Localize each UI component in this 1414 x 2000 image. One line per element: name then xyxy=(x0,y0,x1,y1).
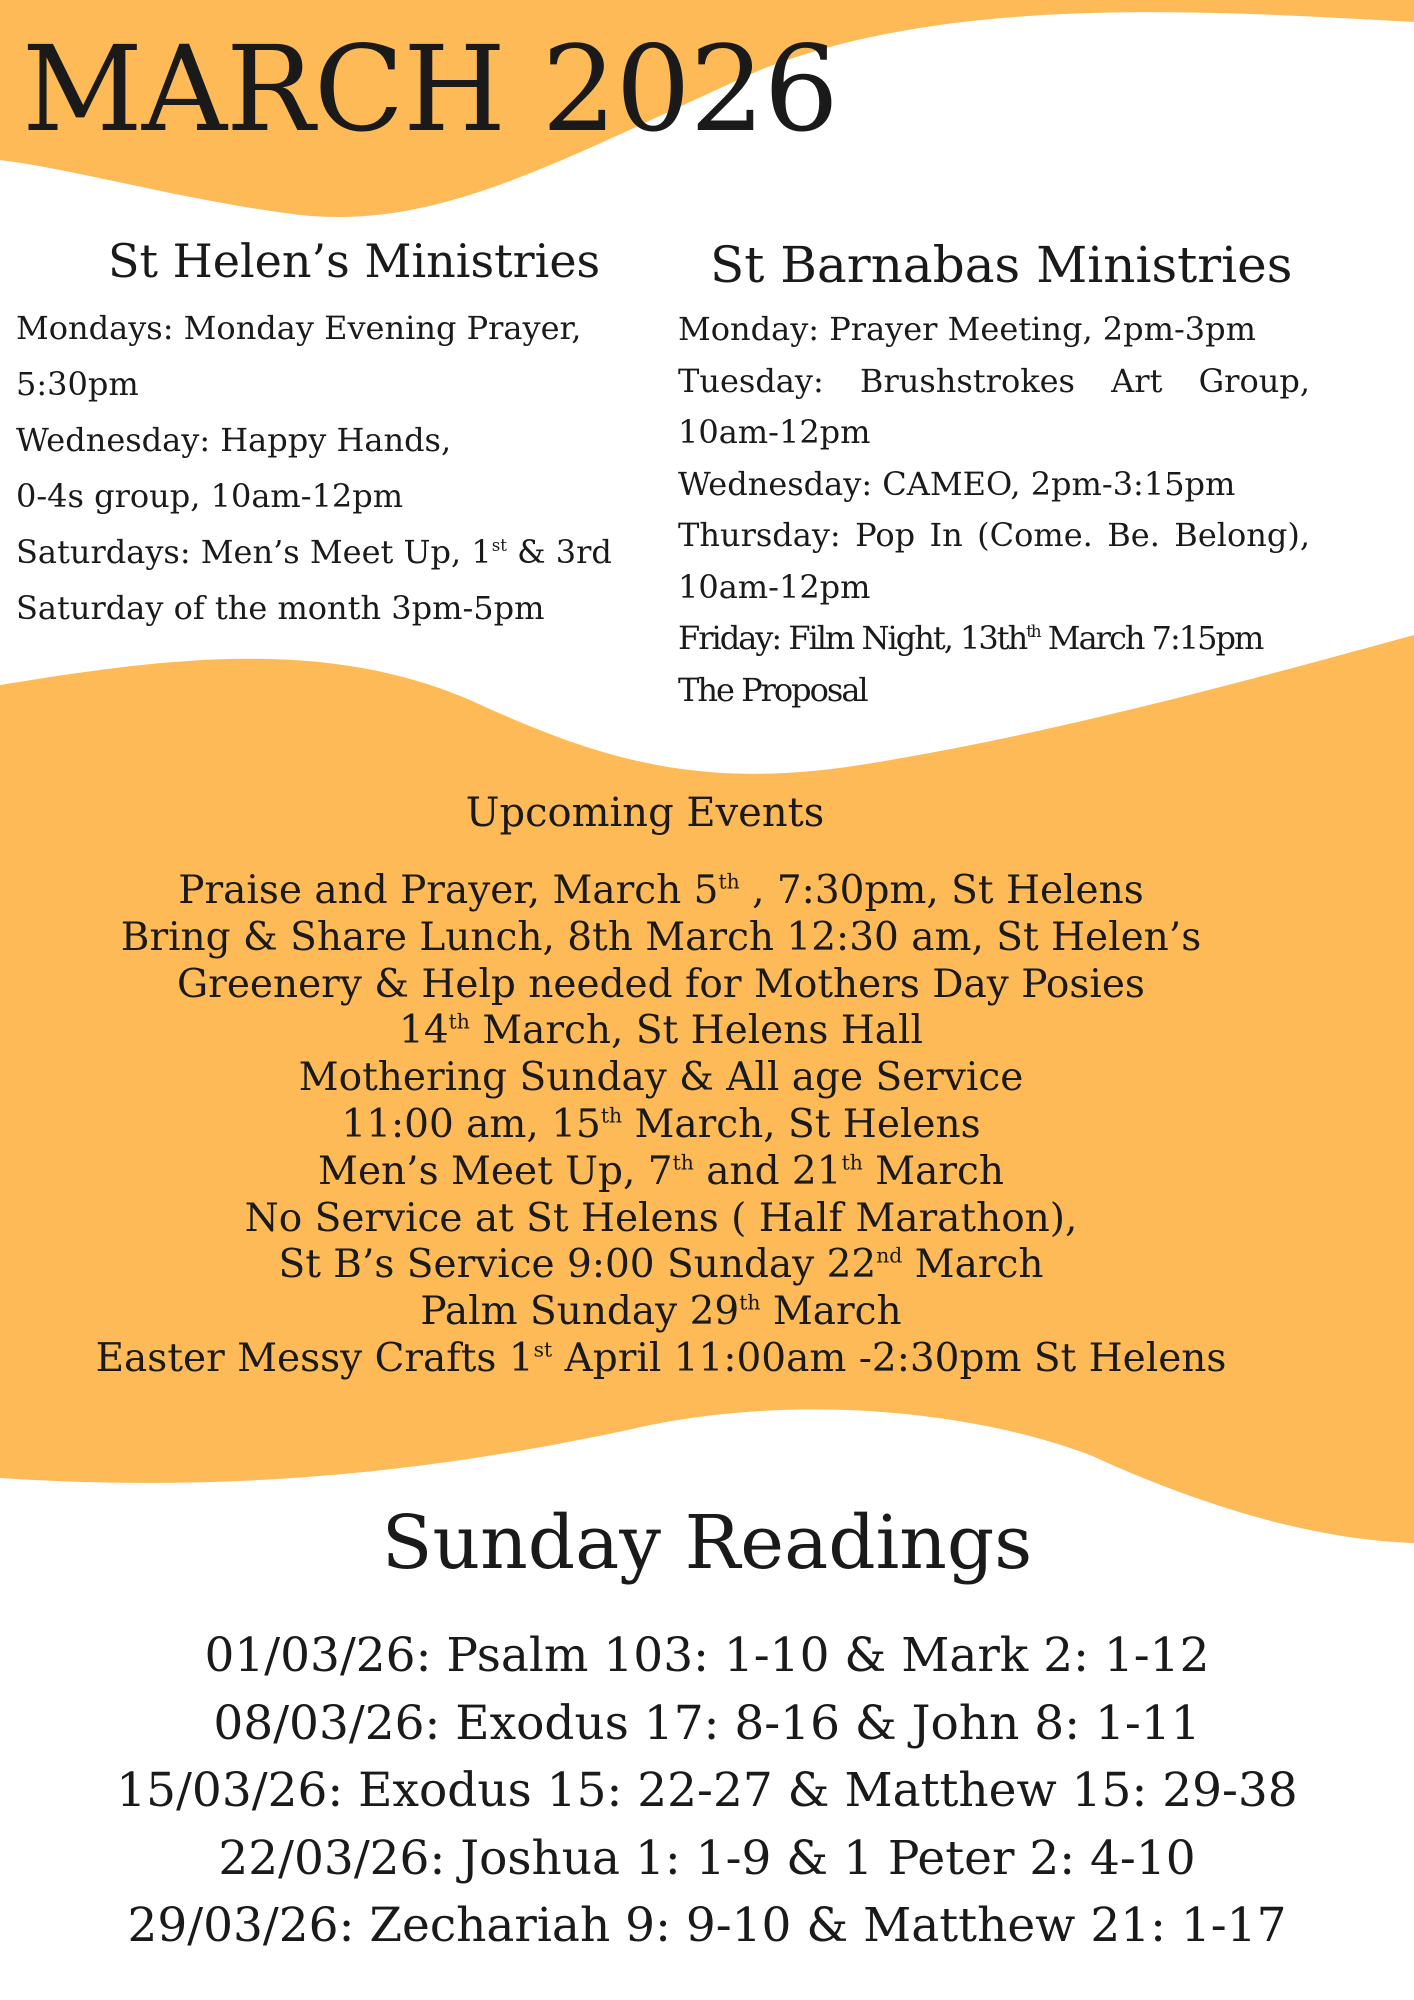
ordinal-suffix: th xyxy=(739,1290,761,1315)
st-barnabas-line: The Proposal xyxy=(678,670,867,709)
line-text: April 11:00am -2:30pm St Helens xyxy=(552,1335,1227,1381)
st-helens-list xyxy=(16,300,636,636)
reading-line: 22/03/26: Joshua 1: 1-9 & 1 Peter 2: 4-10 xyxy=(218,1830,1196,1886)
event-line: No Service at St Helens ( Half Marathon), xyxy=(244,1195,1078,1241)
reading-line: 01/03/26: Psalm 103: 1-10 & Mark 2: 1-12 xyxy=(204,1628,1210,1683)
st-barnabas-line: Tuesday: Brushstrokes Art Group, xyxy=(678,361,1310,400)
line-text: St B’s Service 9:00 Sunday 22 xyxy=(278,1242,877,1288)
event-line xyxy=(0,1242,1322,1289)
line-text: 14 xyxy=(399,1008,449,1054)
page-title: MARCH 2026 xyxy=(22,20,838,158)
reading-line: 29/03/26: Zechariah 9: 9-10 & Matthew 21: 1-17 xyxy=(127,1898,1287,1953)
ordinal-suffix: th xyxy=(448,1009,470,1034)
line-text: & 3rd xyxy=(506,533,612,571)
st-helens-line xyxy=(16,524,636,580)
line-text: Men’s Meet Up, 7 xyxy=(318,1148,673,1194)
st-barnabas-line: Monday: Prayer Meeting, 2pm-3pm xyxy=(678,310,1256,348)
ordinal-suffix: th xyxy=(1026,622,1040,642)
st-barnabas-line xyxy=(678,613,1310,665)
line-text: March, St Helens xyxy=(622,1101,981,1147)
reading-line: 15/03/26: Exodus 15: 22-27 & Matthew 15: 29-38 xyxy=(116,1763,1298,1818)
event-line xyxy=(0,1336,1322,1383)
st-helens-line: Saturday of the month 3pm-5pm xyxy=(16,589,545,627)
event-line: Bring & Share Lunch, 8th March 12:30 am, St Helen’s xyxy=(120,914,1202,960)
st-helens-line: 0-4s group, 10am-12pm xyxy=(16,477,404,515)
st-barnabas-line: 10am-12pm xyxy=(678,413,871,451)
line-text: March 7:15pm xyxy=(1039,619,1263,657)
upcoming-events-list xyxy=(0,868,1322,1383)
event-line xyxy=(0,1289,1322,1336)
reading-line: 08/03/26: Exodus 17: 8-16 & John 8: 1-11 xyxy=(213,1695,1201,1751)
ordinal-suffix: nd xyxy=(876,1243,903,1268)
st-helens-title: St Helen’s Ministries xyxy=(108,234,601,288)
st-barnabas-list xyxy=(678,304,1310,716)
line-text: 11:00 am, 15 xyxy=(341,1101,601,1147)
line-text: March xyxy=(862,1148,1004,1194)
event-line: Greenery & Help needed for Mothers Day Posies xyxy=(177,961,1145,1007)
line-text: Easter Messy Crafts 1 xyxy=(95,1335,534,1381)
ordinal-suffix: th xyxy=(841,1150,863,1175)
ordinal-suffix: st xyxy=(533,1337,553,1362)
sunday-readings-title: Sunday Readings xyxy=(381,1500,1033,1586)
event-line xyxy=(0,1149,1322,1196)
ordinal-suffix: st xyxy=(491,536,507,556)
event-line xyxy=(0,868,1322,915)
sunday-readings-list xyxy=(0,1622,1414,1960)
line-text: Praise and Prayer, March 5 xyxy=(178,868,719,913)
st-helens-line: Wednesday: Happy Hands, xyxy=(16,421,452,459)
line-text: March xyxy=(760,1289,902,1335)
event-line xyxy=(0,1102,1322,1149)
line-text: March xyxy=(902,1242,1044,1288)
ordinal-suffix: th xyxy=(718,869,740,894)
st-helens-line: Mondays: Monday Evening Prayer, xyxy=(16,309,582,347)
st-barnabas-title: St Barnabas Ministries xyxy=(710,236,1293,294)
line-text: , 7:30pm, St Helens xyxy=(739,868,1144,913)
st-barnabas-line: Thursday: Pop In (Come. Be. Belong), xyxy=(678,516,1310,554)
ordinal-suffix: th xyxy=(672,1150,694,1175)
line-text: Friday: Film Night, 13th xyxy=(678,619,1027,657)
line-text: March, St Helens Hall xyxy=(469,1008,923,1054)
event-line: Mothering Sunday & All age Service xyxy=(298,1055,1024,1101)
line-text: Saturdays: Men’s Meet Up, 1 xyxy=(16,533,492,571)
st-barnabas-line: Wednesday: CAMEO, 2pm-3:15pm xyxy=(678,464,1236,503)
ordinal-suffix: th xyxy=(600,1103,623,1128)
st-helens-line: 5:30pm xyxy=(16,365,139,403)
line-text: Palm Sunday 29 xyxy=(420,1289,740,1335)
st-barnabas-line: 10am-12pm xyxy=(678,567,871,606)
upcoming-events-title: Upcoming Events xyxy=(465,790,825,836)
line-text: and 21 xyxy=(693,1148,842,1194)
event-line xyxy=(0,1008,1322,1055)
